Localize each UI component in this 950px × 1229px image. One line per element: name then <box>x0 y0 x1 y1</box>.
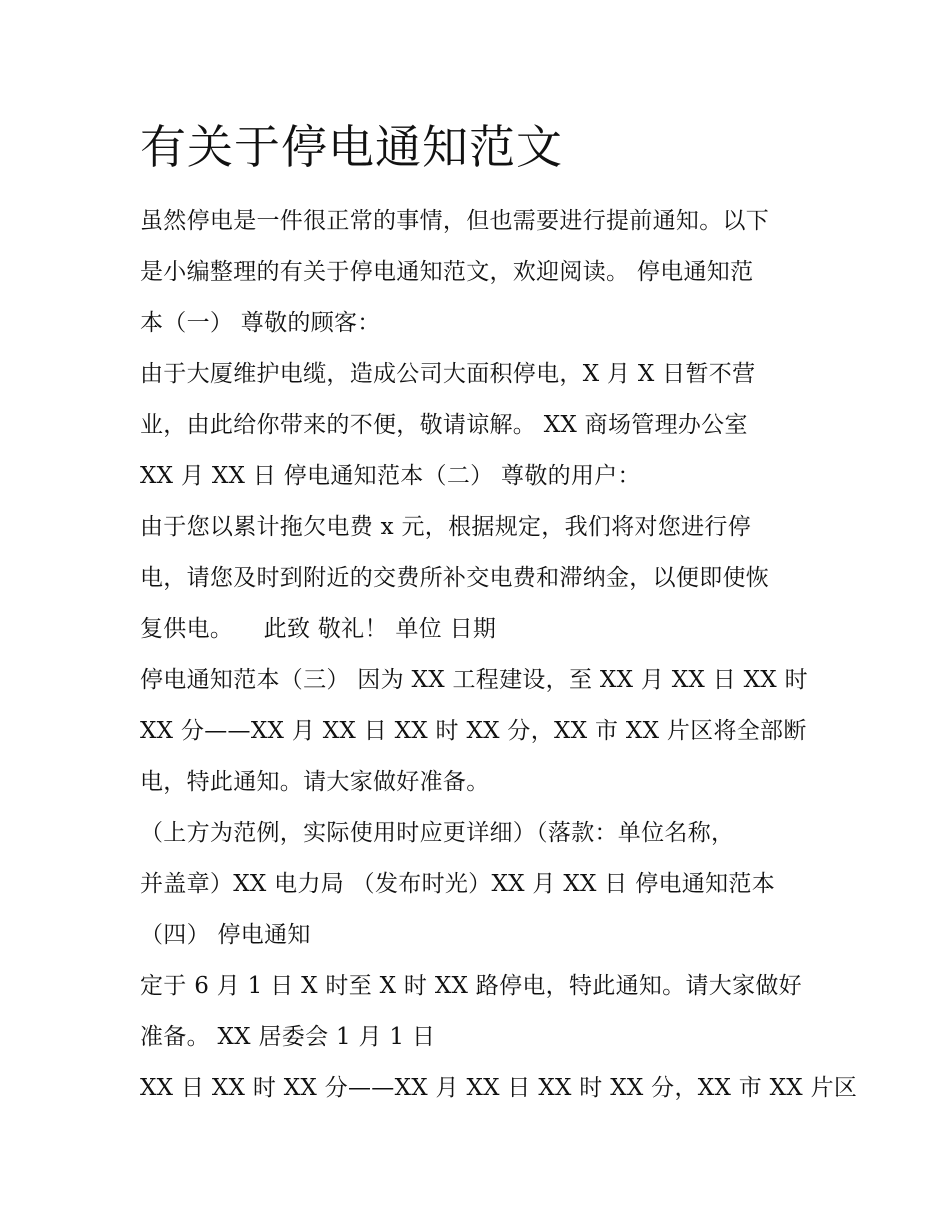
text-line: XX 月 XX 日 停电通知范本（二） 尊敬的用户： <box>140 463 641 489</box>
text-line: 定于 6 月 1 日 X 时至 X 时 XX 路停电，特此通知。请大家做好 <box>140 973 802 999</box>
text-line: 虽然停电是一件很正常的事情，但也需要进行提前通知。以下 <box>140 208 770 234</box>
text-line: 并盖章）XX 电力局 （发布时光）XX 月 XX 日 停电通知范本 <box>140 871 776 897</box>
text-line: （上方为范例，实际使用时应更详细）（落款：单位名称， <box>140 820 735 846</box>
text-line: 复供电。 此致 敬礼！ 单位 日期 <box>140 616 497 642</box>
document-body <box>140 196 858 1114</box>
text-line: 电，特此通知。请大家做好准备。 <box>140 769 490 795</box>
text-line: 是小编整理的有关于停电通知范文，欢迎阅读。 停电通知范 <box>140 259 754 285</box>
text-line: （四） 停电通知 <box>140 922 311 948</box>
text-line: 业，由此给你带来的不便，敬请谅解。 XX 商场管理办公室 <box>140 412 748 438</box>
text-line: 停电通知范本（三） 因为 XX 工程建设，至 XX 月 XX 日 XX 时 <box>140 667 808 693</box>
document-title: 有关于停电通知范文 <box>140 120 563 174</box>
text-line: XX 日 XX 时 XX 分——XX 月 XX 日 XX 时 XX 分，XX 市 XX 片区 <box>140 1075 858 1101</box>
text-line: 由于大厦维护电缆，造成公司大面积停电，X 月 X 日暂不营 <box>140 361 756 387</box>
text-line: XX 分——XX 月 XX 日 XX 时 XX 分，XX 市 XX 片区将全部断 <box>140 718 807 744</box>
text-line: 电，请您及时到附近的交费所补交电费和滞纳金，以便即使恢 <box>140 565 770 591</box>
text-line: 准备。 XX 居委会 1 月 1 日 <box>140 1024 436 1050</box>
text-line: 本（一） 尊敬的顾客： <box>140 310 381 336</box>
text-line: 由于您以累计拖欠电费 x 元，根据规定，我们将对您进行停 <box>140 514 751 540</box>
